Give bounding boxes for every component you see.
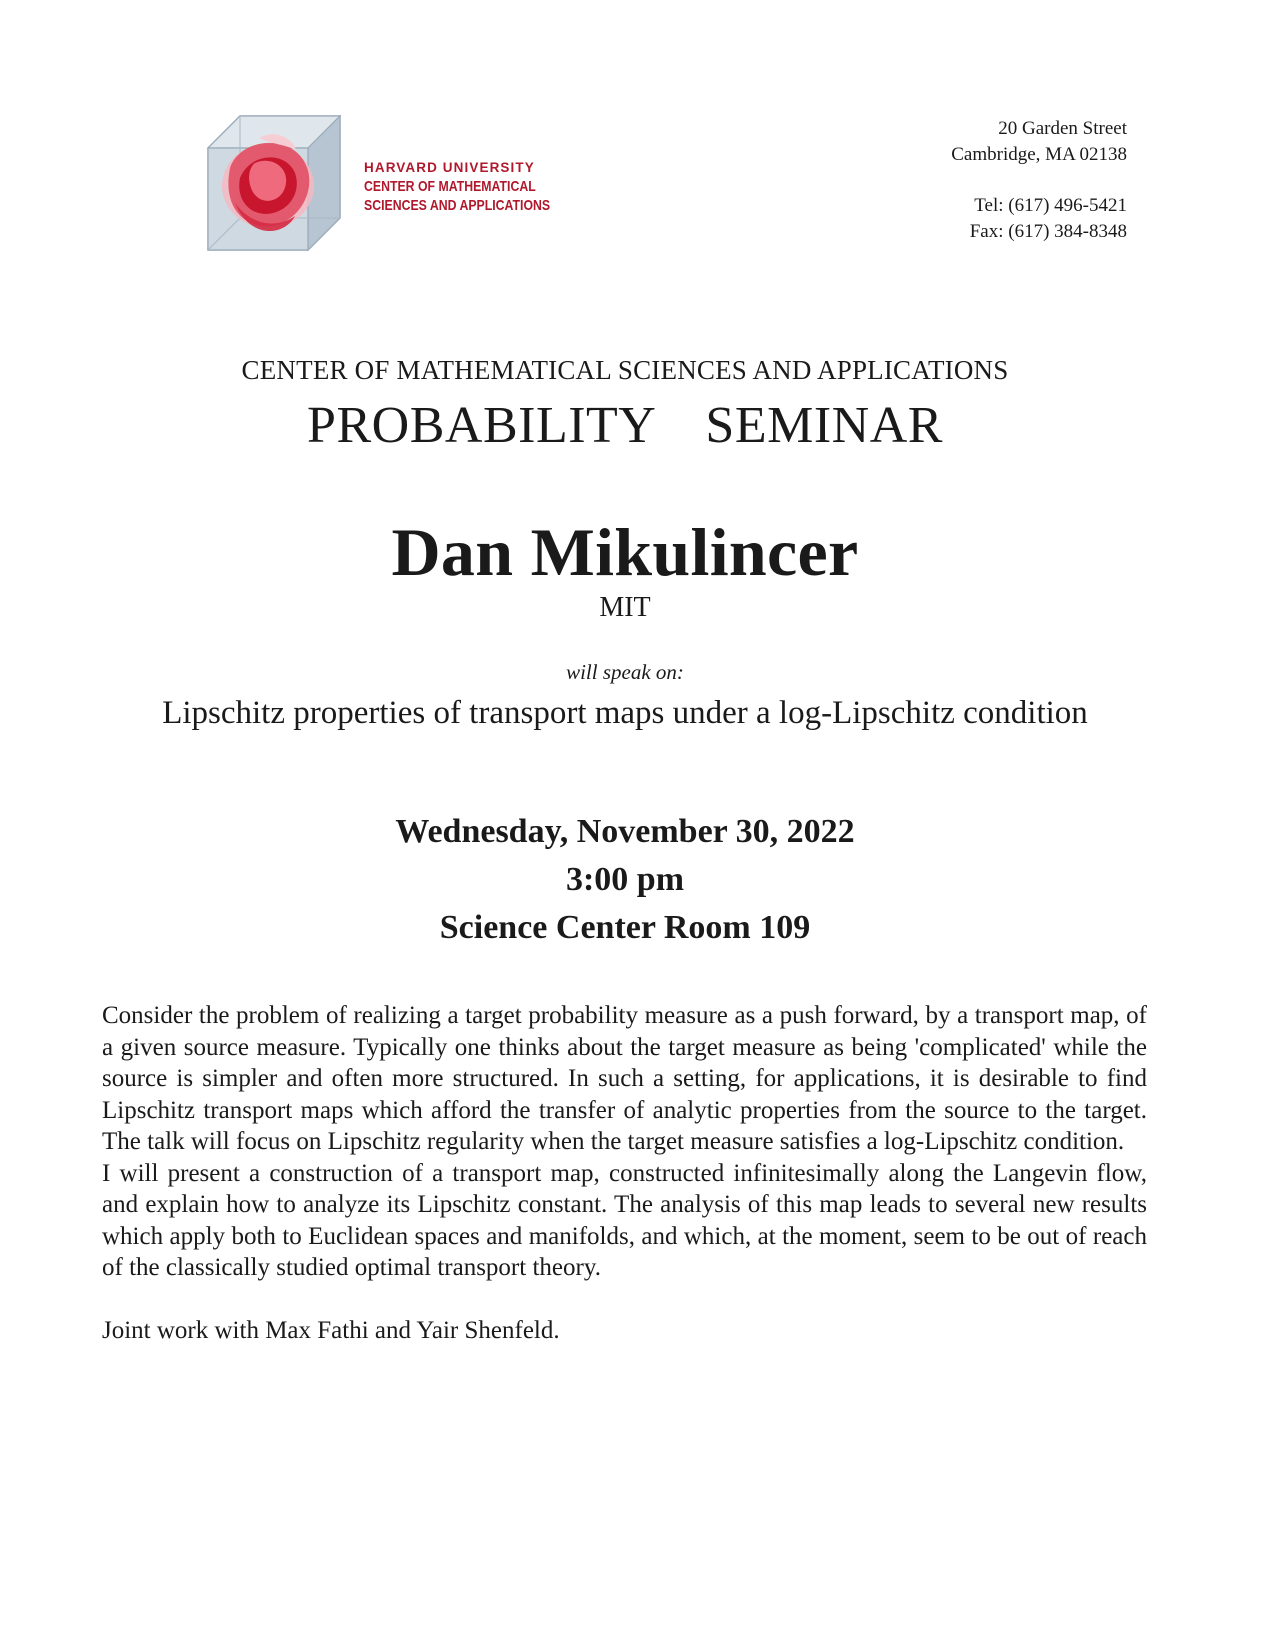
address-street: 20 Garden Street — [998, 118, 1127, 139]
logo-university: HARVARD UNIVERSITY — [364, 160, 535, 175]
abstract — [102, 1000, 1147, 1346]
address-tel: Tel: (617) 496-5421 — [974, 195, 1127, 216]
center-name: CENTER OF MATHEMATICAL SCIENCES AND APPLICATIONS — [241, 355, 1009, 385]
talk-title: Lipschitz properties of transport maps under a log-Lipschitz condition — [162, 695, 1088, 731]
address-fax: Fax: (617) 384-8348 — [969, 220, 1127, 242]
event-date: Wednesday, November 30, 2022 — [395, 813, 855, 850]
logo-line-2: SCIENCES AND APPLICATIONS — [364, 197, 551, 214]
address-block — [951, 116, 1127, 244]
abstract-paragraph-2: I will present a construction of a transport map, constructed infinitesimally along the Langevin flow, and explain how to analyze its Lipschitz constant. The analysis of this map leads to several new results which apply both to Euclidean spaces and manifolds, and which, at the moment, seem to be out of reach of the classically studied optimal transport theory. — [102, 1159, 1147, 1281]
speaker-affiliation: MIT — [599, 592, 651, 623]
abstract-paragraph-1: Consider the problem of realizing a target probability measure as a push forward, by a transport map, of a given source measure. Typically one thinks about the target measure as being 'complicated' while the source is simpler and often more structured. In such a setting, for applications, it is desirable to find Lipschitz transport maps which afford the transfer of analytic properties from the source to the target. The talk will focus on Lipschitz regularity when the target measure satisfies a log-Lipschitz condition. — [102, 1002, 1147, 1155]
logo-text — [364, 158, 591, 215]
speaker-name: Dan Mikulincer — [391, 514, 859, 590]
event-time: 3:00 pm — [565, 861, 685, 898]
event-location: Science Center Room 109 — [439, 909, 811, 946]
logo-line-1: CENTER OF MATHEMATICAL — [364, 178, 536, 195]
address-gap — [951, 167, 1127, 193]
seminar-title: PROBABILITY SEMINAR — [307, 397, 943, 454]
cmsa-logo — [200, 108, 560, 258]
event-details — [0, 808, 1250, 952]
speak-on-label: will speak on: — [566, 660, 684, 684]
address-city: Cambridge, MA 02138 — [951, 143, 1127, 165]
joint-work-note: Joint work with Max Fathi and Yair Shenfeld. — [102, 1316, 560, 1344]
cube-logo-icon — [200, 108, 350, 258]
